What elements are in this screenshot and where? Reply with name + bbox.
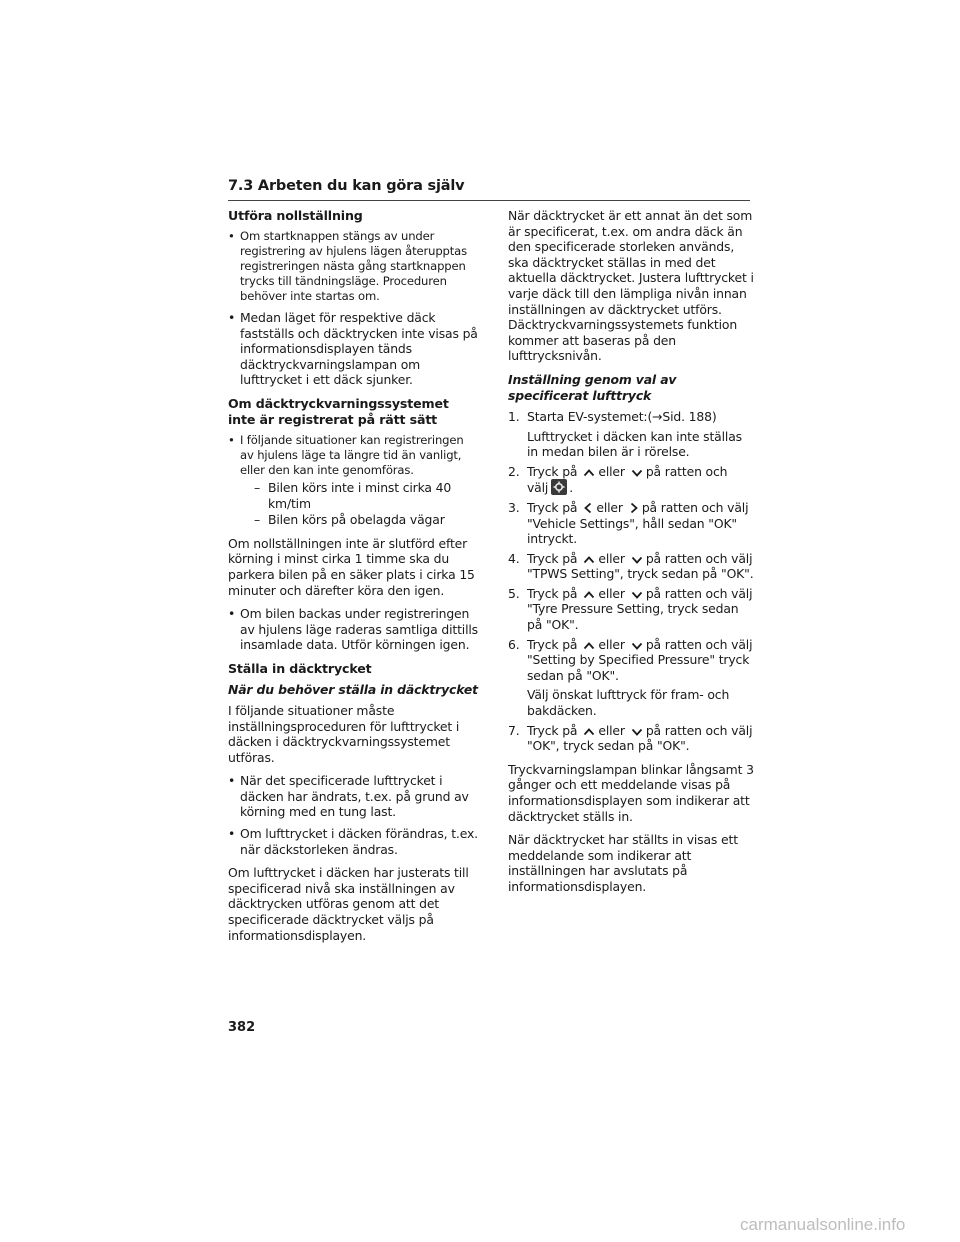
chevron-right-icon [629,502,639,514]
step-text: eller [596,499,623,515]
reset-list [228,229,478,388]
list-item: • Om startknappen stängs av under registrering av hjulens lägen återupptas registreringen nästa gång startknappen trycks till tändningsläge. Proceduren behöver inte startas om. [228,229,478,304]
paragraph-when: I följande situationer måste inställningsproceduren för lufttrycket i däcken i däcktryckvarningssystemet utföras. [228,702,460,765]
paragraph-adjusted: Om lufttrycket i däcken har justerats till specificerad nivå ska inställningen av däcktrycken utföras genom att det specificerade däcktrycket väljs på informationsdisplayen. [228,865,469,943]
step-text: välj "TPWS Setting", tryck sedan på "OK". [527,550,754,582]
steps-list [508,409,756,754]
right-column [508,208,756,903]
list-item: • Om bilen backas under registreringen av hjulens läge raderas samtliga dittills insamlade data. Utför körningen igen. [228,606,478,653]
step-text: eller [598,463,625,479]
section-title: 7.3 Arbeten du kan göra själv [228,178,465,194]
dash-mark: – [254,479,261,495]
chevron-down-icon [631,590,643,600]
dash-list [240,480,478,528]
step-text: eller [598,722,625,738]
step-text: på ratten och [645,585,728,601]
step-text: Tryck på [527,636,578,652]
heading-specified: Inställning genom val av specificerat lufttryck [508,371,677,403]
step-text: välj "OK", tryck sedan på "OK". [527,722,753,754]
step-text: välj "Setting by Specified Pressure" tryck sedan på "OK". [527,636,753,683]
list-item: • Om lufttrycket i däcken förändras, t.ex. när däckstorleken ändras. [228,826,478,857]
chevron-up-icon [583,468,595,478]
step-2 [508,464,756,496]
dash-mark: – [254,512,261,528]
step-text: välj [527,480,549,496]
step-1 [508,409,756,460]
step-number: 4. [508,550,520,566]
chevron-down-icon [631,727,643,737]
chevron-up-icon [583,641,595,651]
step-text: på ratten och [645,722,728,738]
step-text: på ratten och [645,550,728,566]
heading-when: När du behöver ställa in däcktrycket [228,681,478,697]
step-3 [508,500,756,547]
dash-text: Bilen körs inte i minst cirka 40 km/tim [268,479,452,511]
chevron-up-icon [583,590,595,600]
watermark: carmanualsonline.info [740,1215,906,1234]
step-text: Tryck på [527,499,578,515]
step-text: Tryck på [527,722,578,738]
step-text: på ratten och [645,636,728,652]
heading-set-pressure: Ställa in däcktrycket [228,660,372,676]
paragraph-incomplete: Om nollställningen inte är slutförd efter körning i minst cirka 1 timme ska du parkera bilen på en säker plats i cirka 15 minuter och därefter köra den igen. [228,535,475,598]
chevron-down-icon [631,641,643,651]
step-number: 6. [508,636,520,652]
step-number: 5. [508,585,520,601]
not-registered-list [228,433,478,528]
list-item: • När det specificerade lufttrycket i däcken har ändrats, t.ex. på grund av körning med en tung last. [228,773,478,820]
step-text: . [569,480,574,496]
list-item-text: I följande situationer kan registreringen av hjulens läge ta längre tid än vanligt, eller den kan inte genomföras. [240,432,464,477]
step-text: eller [598,550,625,566]
chevron-down-icon [631,468,643,478]
section-divider [228,200,750,201]
step-text: på ratten och [641,499,724,515]
step-number: 1. [508,408,520,424]
left-column [228,208,478,951]
step-text: välj "Vehicle Settings", håll sedan "OK" intryckt. [527,499,749,547]
step-number: 3. [508,499,520,515]
step-text: Tryck på [527,463,578,479]
step-7 [508,723,756,754]
dash-item [240,480,478,511]
step-number: 2. [508,463,520,479]
step-text: Starta EV-systemet:(→Sid. 188) [527,408,717,424]
step-6 [508,637,756,719]
step-note: Lufttrycket i däcken kan inte ställas in medan bilen är i rörelse. [527,428,742,460]
chevron-up-icon [583,727,595,737]
step-text: på ratten och [645,463,728,479]
step-text: välj "Tyre Pressure Setting, tryck sedan på "OK". [527,585,753,633]
step-4 [508,551,756,582]
heading-reset: Utföra nollställning [228,208,363,223]
dash-item [240,512,478,528]
chevron-down-icon [631,555,643,565]
chevron-up-icon [583,555,595,565]
dash-text: Bilen körs på obelagda vägar [268,512,445,528]
paragraph-blink: Tryckvarningslampan blinkar långsamt 3 gånger och ett meddelande visas på informationsdisplayen som indikerar att däcktrycket ställs in. [508,761,754,824]
list-item [228,433,478,528]
heading-not-registered: Om däcktryckvarningssystemet inte är registrerat på rätt sätt [228,395,449,427]
gear-icon [551,479,567,495]
paragraph-other-pressure: När däcktrycket är ett annat än det som är specificerat, t.ex. om andra däck än den specificerade storleken används, ska däcktrycket ställas in med det aktuella däcktrycket. Justera lufttrycket i varje däck till den lämpliga nivån innan inställningen av däcktrycket utförs. Däcktryckvarningssystemets funktion kommer att baseras på den lufttrycksnivån. [508,208,754,364]
page-number: 382 [228,1020,256,1035]
step-text: eller [598,585,625,601]
step-note: Välj önskat lufttryck för fram- och bakdäcken. [527,687,730,719]
reverse-list [228,606,478,653]
list-item: • Medan läget för respektive däck fastställs och däcktrycken inte visas på informationsdisplayen tänds däcktryckvarningslampan om lufttrycket i ett däck sjunker. [228,310,478,388]
paragraph-done: När däcktrycket har ställts in visas ett meddelande som indikerar att inställningen har avslutats på informationsdisplayen. [508,832,738,894]
step-text: Tryck på [527,550,578,566]
chevron-left-icon [583,502,593,514]
step-text: Tryck på [527,585,578,601]
when-list [228,773,478,857]
step-number: 7. [508,722,520,738]
step-text: eller [598,636,625,652]
step-5 [508,586,756,633]
